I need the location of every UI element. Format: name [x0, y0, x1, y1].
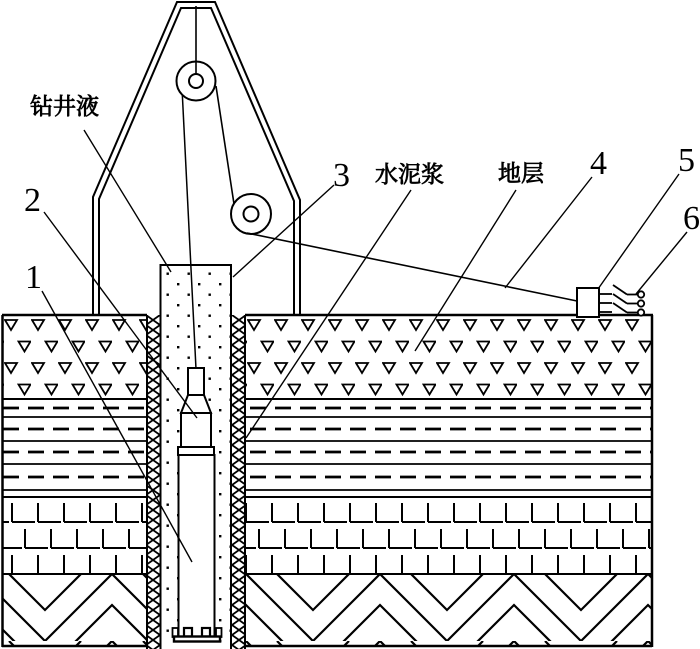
leader-ref5: [598, 174, 679, 289]
tool-base-bar: [174, 637, 220, 642]
formation-layer-dashed-right: [246, 408, 652, 490]
lower-pulley-hub: [244, 207, 259, 222]
formation-block: [2, 315, 653, 647]
leader-drilling-fluid: [84, 130, 171, 272]
label-ref-2: 2: [24, 182, 41, 219]
crown-pulley-hub: [189, 74, 203, 88]
formation-layer-brick-right: [246, 498, 652, 574]
label-cement-slurry: 水泥浆: [375, 162, 444, 187]
formation-layer-triangles-left: [3, 316, 146, 398]
formation-layer-herringbone-right: [246, 575, 652, 646]
tool-foot-left: [184, 628, 192, 637]
label-formation: 地层: [498, 161, 544, 186]
terminal-circle-2: [638, 300, 644, 306]
label-ref-1: 1: [25, 259, 42, 296]
tool-foot-right: [202, 628, 210, 637]
surface-unit: [577, 285, 644, 317]
cable-to-surface-unit: [247, 233, 577, 301]
label-ref-5: 5: [678, 142, 695, 179]
formation-layer-brick-left: [3, 498, 146, 574]
terminal-circle-1: [638, 291, 644, 297]
leader-ref6: [636, 232, 687, 294]
label-ref-3: 3: [333, 157, 350, 194]
cement-sheath-right: [232, 315, 246, 649]
surface-unit-box: [577, 288, 599, 317]
leader-ref4: [505, 177, 592, 288]
tool-collar: [178, 447, 214, 455]
tool-upper-section: [181, 413, 211, 447]
formation-layer-herringbone-left: [3, 575, 146, 646]
formation-layer-dashed-left: [3, 408, 146, 490]
label-ref-6: 6: [683, 200, 700, 237]
connector-switches: [599, 285, 644, 316]
terminal-circle-3: [638, 309, 644, 315]
formation-layer-triangles-right: [246, 316, 652, 398]
cable-head: [188, 368, 204, 395]
label-ref-4: 4: [590, 145, 607, 182]
cable-between-pulleys: [216, 86, 234, 204]
label-drilling-fluid: 钻井液: [30, 94, 99, 119]
